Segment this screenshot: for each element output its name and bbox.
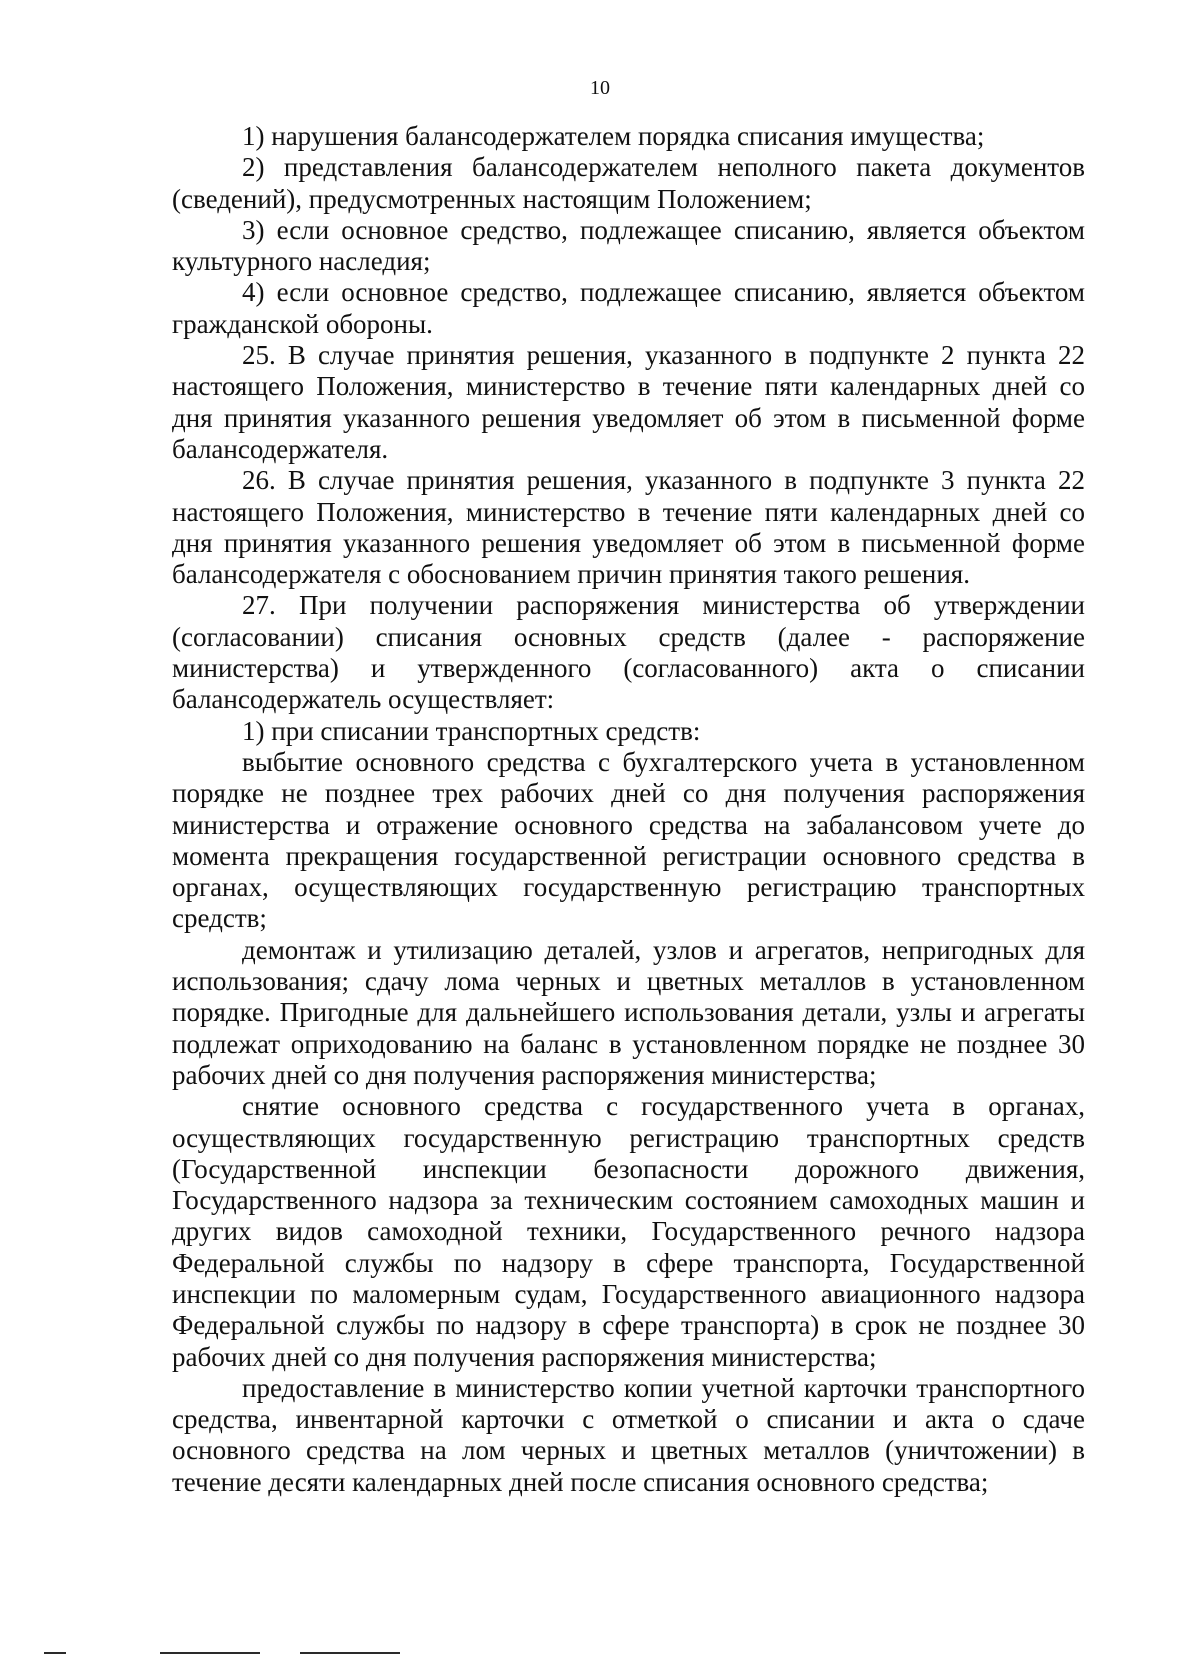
paragraph-deregistration: снятие основного средства с государственного учета в органах, осуществляющих государственную регистрацию транспортных средств (Государственной инспекции безопасности дорожного движения, Государственного надзора за техническим состоянием самоходных машин и других видов самоходной техники, Государственного речного надзора Федеральной службы по надзору в сфере транспорта, Государственной инспекции по маломерным судам, Государственного авиационного надзора Федеральной службы по надзору в сфере транспорта) в срок не позднее 30 рабочих дней со дня получения распоряжения министерства; [172, 1091, 1085, 1372]
paragraph-clause-25: 25. В случае принятия решения, указанного в подпункте 2 пункта 22 настоящего Положения, министерство в течение пяти календарных дней со дня принятия указанного решения уведомляет об этом в письменной форме балансодержателя. [172, 340, 1085, 464]
paragraph-disposal: выбытие основного средства с бухгалтерского учета в установленном порядке не позднее трех рабочих дней со дня получения распоряжения министерства и отражение основного средства на забалансовом учете до момента прекращения государственной регистрации основного средства в органах, осуществляющих государственную регистрацию транспортных средств; [172, 746, 1085, 934]
paragraph-clause-26: 26. В случае принятия решения, указанного в подпункте 3 пункта 22 настоящего Положения, министерство в течение пяти календарных дней со дня принятия указанного решения уведомляет об этом в письменной форме балансодержателя с обоснованием причин принятия такого решения. [172, 465, 1085, 590]
paragraph-transport-heading: 1) при списании транспортных средств: [242, 715, 701, 746]
paragraph-item-4: 4) если основное средство, подлежащее списанию, является объектом гражданской обороны. [172, 277, 1085, 339]
paragraph-clause-27: 27. При получении распоряжения министерства об утверждении (согласовании) списания основных средств (далее - распоряжение министерства) и утвержденного (согласованного) акта о списании балансодержатель осуществляет: [172, 590, 1085, 715]
page-number: 10 [590, 77, 610, 99]
document-body [172, 121, 1085, 1498]
paragraph-dismantling: демонтаж и утилизацию деталей, узлов и агрегатов, непригодных для использования; сдачу лома черных и цветных металлов в установленном порядке. Пригодные для дальнейшего использования детали, узлы и агрегаты подлежат оприходованию на баланс в установленном порядке не позднее 30 рабочих дней со дня получения распоряжения министерства; [172, 934, 1085, 1090]
paragraph-documents-submission: предоставление в министерство копии учетной карточки транспортного средства, инвентарной карточки с отметкой о списании и акта о сдаче основного средства на лом черных и цветных металлов (уничтожении) в течение десяти календарных дней после списания основного средства; [172, 1372, 1085, 1497]
paragraph-item-3: 3) если основное средство, подлежащее списанию, является объектом культурного наследия; [172, 214, 1085, 277]
paragraph-item-2: 2) представления балансодержателем неполного пакета документов (сведений), предусмотренных настоящим Положением; [172, 152, 1085, 214]
scan-artifact-lines [0, 1652, 1200, 1658]
paragraph-item-1: 1) нарушения балансодержателем порядка списания имущества; [242, 121, 985, 151]
